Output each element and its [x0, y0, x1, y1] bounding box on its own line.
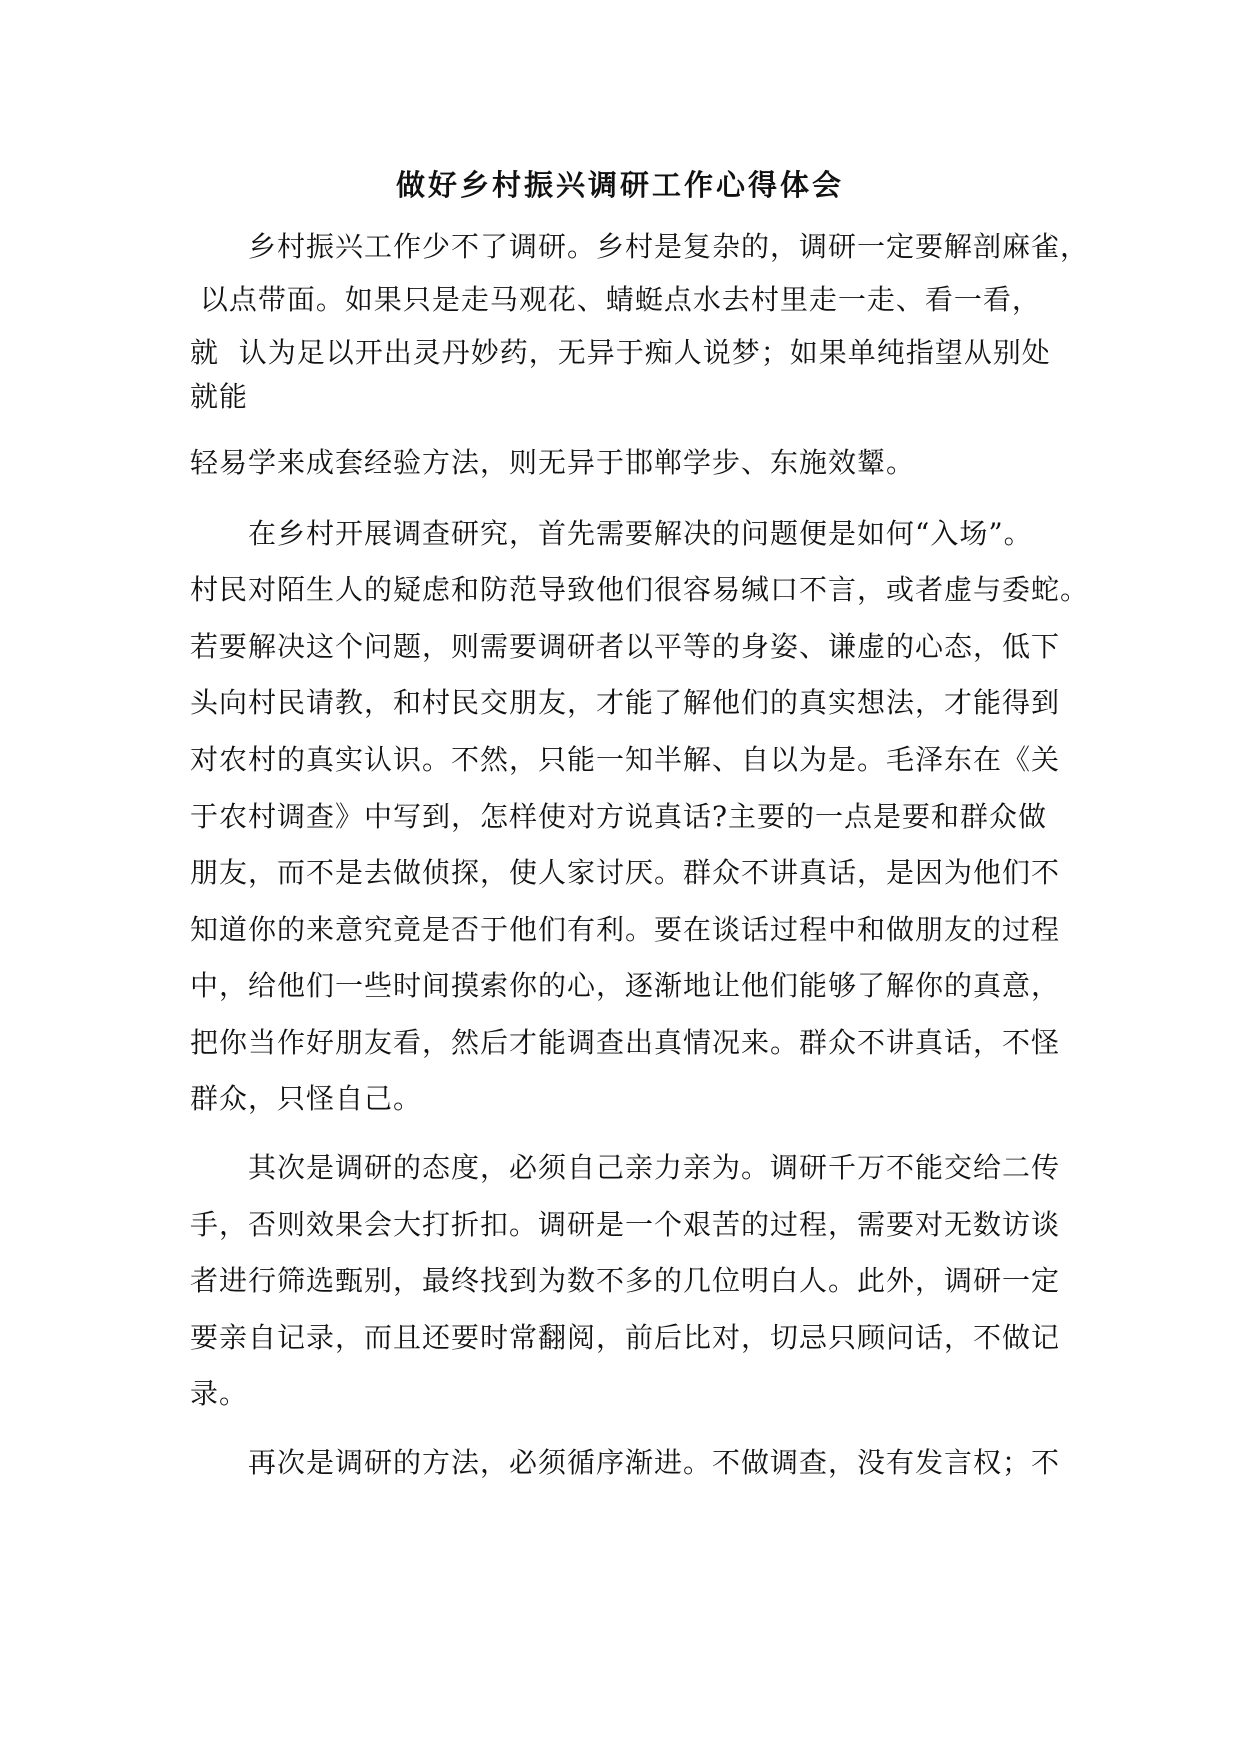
text-line: 村民对陌生人的疑虑和防范导致他们很容易缄口不言，或者虚与委蛇。	[190, 573, 1090, 606]
document-title: 做好乡村振兴调研工作心得体会	[395, 168, 844, 202]
text-line: 再次是调研的方法，必须循序渐进。不做调查，没有发言权；不	[248, 1446, 1061, 1479]
text-line: 若要解决这个问题，则需要调研者以平等的身姿、谦虚的心态，低下	[190, 630, 1061, 663]
text-line: 群众，只怪自己。	[190, 1082, 423, 1115]
text-line: 就 认为足以开出灵丹妙药，无异于痴人说梦；如果单纯指望从别处	[190, 336, 1051, 369]
text-line: 乡村振兴工作少不了调研。乡村是复杂的，调研一定要解剖麻雀，	[248, 230, 1090, 263]
text-line: 以点带面。如果只是走马观花、蜻蜓点水去村里走一走、看一看，	[190, 283, 1041, 316]
text-line: 头向村民请教，和村民交朋友，才能了解他们的真实想法，才能得到	[190, 686, 1061, 719]
text-line: 要亲自记录，而且还要时常翻阅，前后比对，切忌只顾问话，不做记	[190, 1321, 1061, 1354]
text-line: 知道你的来意究竟是否于他们有利。要在谈话过程中和做朋友的过程	[190, 913, 1061, 946]
text-line: 对农村的真实认识。不然，只能一知半解、自以为是。毛泽东在《关	[190, 743, 1061, 776]
text-line: 者进行筛选甄别，最终找到为数不多的几位明白人。此外，调研一定	[190, 1264, 1061, 1297]
text-line: 把你当作好朋友看，然后才能调查出真情况来。群众不讲真话，不怪	[190, 1026, 1061, 1059]
text-line: 朋友，而不是去做侦探，使人家讨厌。群众不讲真话，是因为他们不	[190, 856, 1061, 889]
text-line: 就能	[190, 380, 249, 413]
text-line: 于农村调查》中写到，怎样使对方说真话?主要的一点是要和群众做	[190, 800, 1048, 833]
text-line: 在乡村开展调查研究，首先需要解决的问题便是如何“入场”。	[248, 517, 1033, 550]
text-line: 录。	[190, 1377, 249, 1410]
text-line: 其次是调研的态度，必须自己亲力亲为。调研千万不能交给二传	[248, 1151, 1061, 1184]
text-line: 手，否则效果会大打折扣。调研是一个艰苦的过程，需要对无数访谈	[190, 1208, 1061, 1241]
text-line: 轻易学来成套经验方法，则无异于邯郸学步、东施效颦。	[190, 446, 916, 479]
text-line: 中，给他们一些时间摸索你的心，逐渐地让他们能够了解你的真意，	[190, 969, 1061, 1002]
